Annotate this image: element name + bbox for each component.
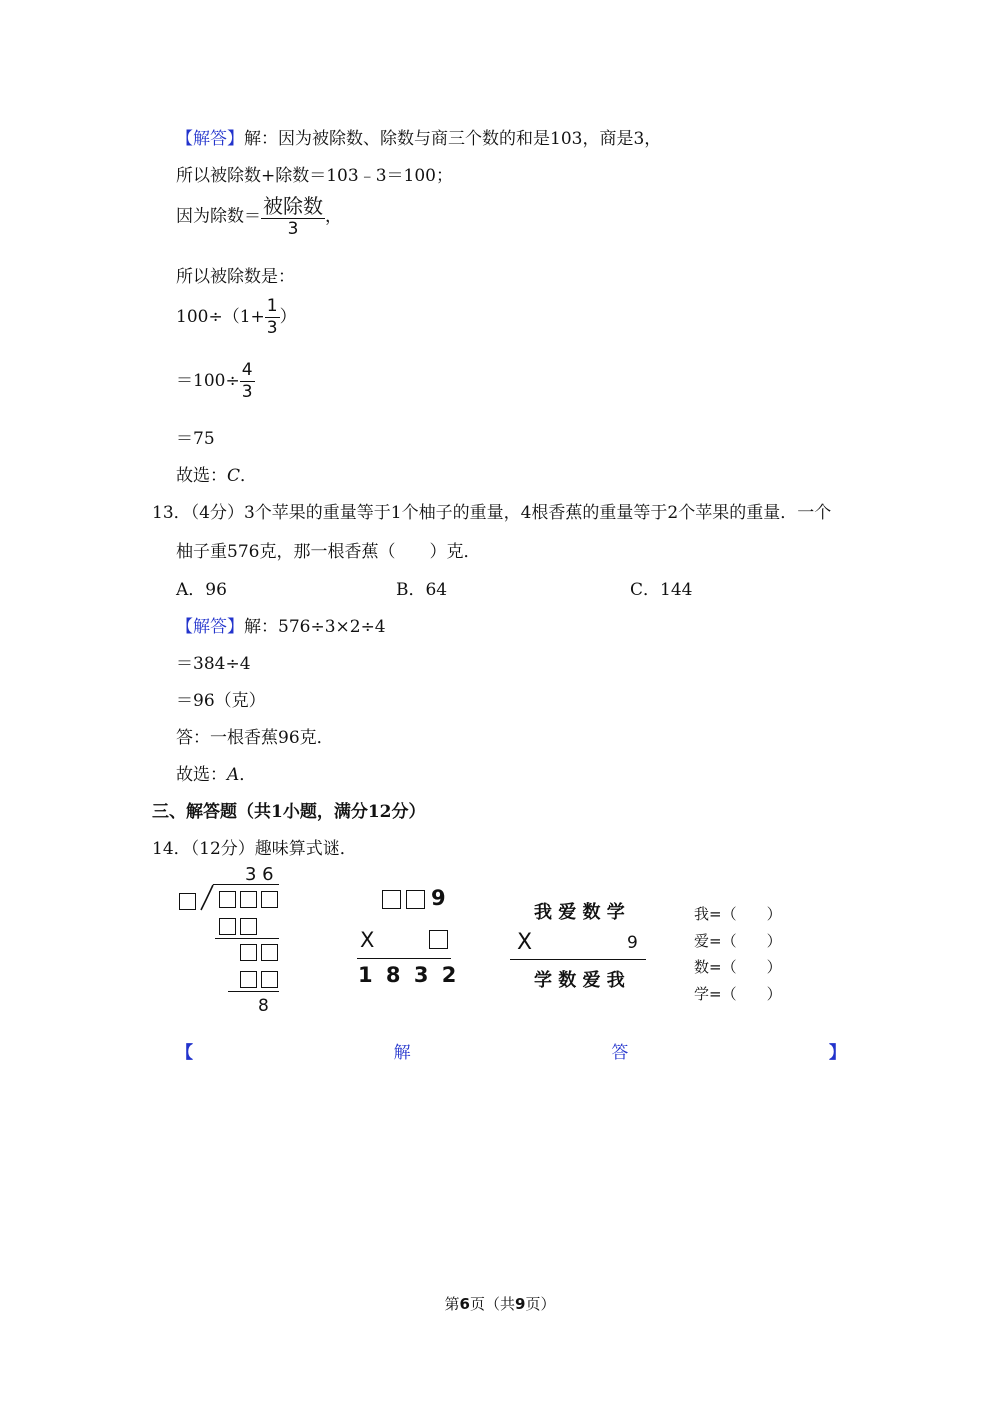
fraction: $\frac{\text{被除数}}{3}$ — [263, 194, 323, 239]
word-multiplier: 9 — [627, 933, 638, 953]
answer-slot: 数=（ ） — [694, 958, 782, 976]
word-result: 学 数 爱 我 — [534, 970, 625, 991]
sol12-line8: 故选：C． — [176, 466, 258, 486]
division-remainder: 8 — [258, 996, 269, 1016]
product-value: 1 8 3 2 — [358, 963, 460, 987]
partial-box — [240, 971, 257, 988]
times-sign: X — [517, 930, 533, 955]
partial-box — [240, 944, 257, 961]
sol12-line5: 100÷（1+ $\frac{1}{3}$ ） — [176, 296, 297, 338]
sol12-line3: 因为除数＝ $\frac{\text{被除数}}{3}$ ， — [176, 194, 342, 239]
q13-line2: 柚子重576克，那一根香蕉（ ）克． — [176, 542, 481, 562]
digit-box — [406, 890, 425, 909]
answer-slot: 学=（ ） — [694, 985, 782, 1003]
sol12-line6: ＝100÷ $\frac{4}{3}$ — [176, 360, 253, 402]
divisor-box — [179, 893, 196, 910]
q13-line1: 13．（4分）3个苹果的重量等于1个柚子的重量，4根香蕉的重量等于2个苹果的重量．一个 — [152, 503, 832, 523]
sol12-line1: 【解答】解：因为被除数、除数与商三个数的和是103，商是3， — [176, 129, 662, 149]
q13-sol-line4: 答：一根香蕉96克． — [176, 728, 334, 748]
dividend-box — [240, 891, 257, 908]
division-bracket — [199, 884, 215, 912]
q13-option-c: C．144 — [630, 580, 693, 600]
solution-header: 【 解 答 】 — [176, 1043, 846, 1063]
fraction: $\frac{1}{3}$ — [266, 296, 278, 338]
q13-sol-line1: 【解答】解：576÷3×2÷4 — [176, 617, 386, 637]
division-line — [215, 938, 279, 939]
dividend-box — [219, 891, 236, 908]
division-top-line — [213, 884, 279, 885]
q13-sol-line5: 故选：A． — [176, 765, 257, 785]
page-number: 6 — [459, 1295, 470, 1313]
times-sign: X — [360, 928, 375, 952]
q13-option-b: B．64 — [396, 580, 448, 600]
q13-sol-line3: ＝96（克） — [176, 691, 266, 711]
q14-line1: 14．（12分）趣味算式谜． — [152, 839, 357, 859]
section-heading: 三、解答题（共1小题，满分12分） — [152, 802, 426, 822]
word-top: 我 爱 数 学 — [534, 902, 625, 923]
known-digit: 9 — [431, 886, 446, 910]
page-footer: 第6页（共9页） — [444, 1295, 556, 1313]
partial-box — [261, 944, 278, 961]
sol12-line4: 所以被除数是： — [176, 267, 295, 287]
q13-sol-line2: ＝384÷4 — [176, 654, 251, 674]
division-line — [228, 991, 279, 992]
fraction: $\frac{4}{3}$ — [241, 360, 253, 402]
product-line — [357, 958, 451, 959]
dividend-box — [261, 891, 278, 908]
q13-option-a: A．96 — [176, 580, 227, 600]
multiplier-box — [429, 930, 448, 949]
sol12-line7: ＝75 — [176, 429, 215, 449]
partial-box — [219, 918, 236, 935]
answer-slot: 爱=（ ） — [694, 932, 782, 950]
page-total: 9 — [515, 1295, 526, 1313]
partial-box — [261, 971, 278, 988]
word-line — [510, 959, 646, 960]
partial-box — [240, 918, 257, 935]
solution-bracket: 【解答】 — [176, 129, 244, 149]
division-quotient: 3 6 — [245, 864, 274, 885]
solution-bracket: 【解答】 — [176, 617, 244, 637]
digit-box — [382, 890, 401, 909]
sol12-line2: 所以被除数+除数＝103﹣3＝100； — [176, 166, 453, 186]
answer-slot: 我=（ ） — [694, 905, 782, 923]
